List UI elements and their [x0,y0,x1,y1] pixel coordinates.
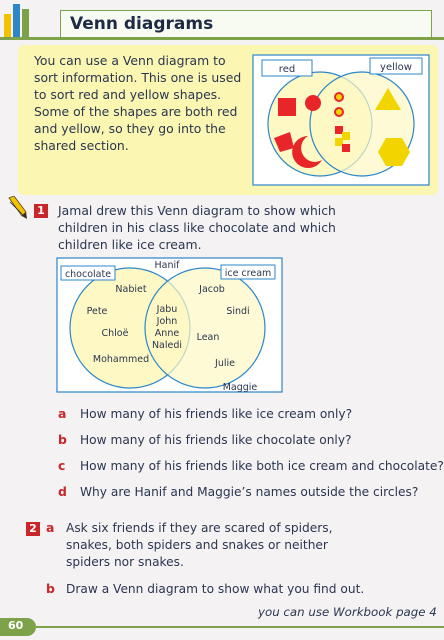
ice-cream-only-name: Julie [215,358,235,369]
part-text: How many of his friends like chocolate only? [80,433,352,447]
question-1a [58,406,352,422]
bottom-rule [36,626,444,628]
ice-cream-label: ice cream [224,268,272,279]
red-yellow-circle-2 [335,108,343,116]
outside-name: Maggie [222,382,258,393]
question-2b [46,581,364,596]
red-yellow-circle-1 [335,93,343,101]
chocolate-label: chocolate [64,269,112,280]
chocolate-only-name: Pete [86,306,108,317]
ice-cream-only-name: Jacob [199,284,225,295]
question-1c [58,458,444,474]
header-rule [0,37,444,40]
shapes-venn-diagram [250,52,432,188]
header-logo-bars [0,0,60,40]
part-letter: a [58,406,67,421]
red-label: red [278,64,296,75]
chocolate-only-name: Mohammed [92,354,150,365]
both-name: John [156,316,178,327]
question-2a-text: Ask six friends if they are scared of spiders, snakes, both spiders and snakes or neither spiders nor snakes. [66,521,333,569]
question-1d [58,484,418,500]
part-text: How many of his friends like ice cream only? [80,407,353,421]
ice-cream-only-name: Sindi [226,306,250,317]
red-yellow-square-1 [335,126,343,134]
red-yellow-square-3 [335,138,343,146]
both-name: Jabu [156,304,178,315]
both-name: Anne [154,328,180,339]
both-name: Naledi [151,340,183,351]
part-text: How many of his friends like both ice cream and chocolate? [80,459,444,473]
part-text: Draw a Venn diagram to show what you find out. [66,582,365,596]
workbook-note: you can use Workbook page 4 [258,605,437,619]
question-2a-letter: a [46,520,55,535]
question-2-number: 2 [26,522,40,536]
intro-text: You can use a Venn diagram to sort information. This one is used to sort red and yellow shapes. Some of the shapes are both red and yellow, so they go into the shared section. [34,53,242,153]
pencil-icon [6,196,28,220]
page-number: 60 [8,619,24,632]
question-1b [58,432,352,448]
ice-cream-only-name: Lean [196,332,220,343]
red-yellow-square-4 [342,144,350,152]
question-1-text: Jamal drew this Venn diagram to show which children in his class like chocolate and which children like ice cream. [58,203,336,252]
part-letter: b [46,581,55,596]
outside-name: Hanif [154,260,180,271]
chocolate-only-name: Nabiet [115,284,147,295]
part-text: Why are Hanif and Maggie’s names outside the circles? [80,485,419,499]
question-1-number: 1 [34,204,48,218]
red-yellow-square-2 [342,132,350,140]
part-letter: c [58,458,66,473]
red-square [278,98,296,116]
part-letter: d [58,484,67,499]
red-circle [305,95,321,111]
children-venn-diagram [55,254,285,394]
chocolate-only-name: Chloë [101,328,129,339]
part-letter: b [58,432,67,447]
page-title: Venn diagrams [70,14,214,34]
yellow-label: yellow [380,62,412,73]
